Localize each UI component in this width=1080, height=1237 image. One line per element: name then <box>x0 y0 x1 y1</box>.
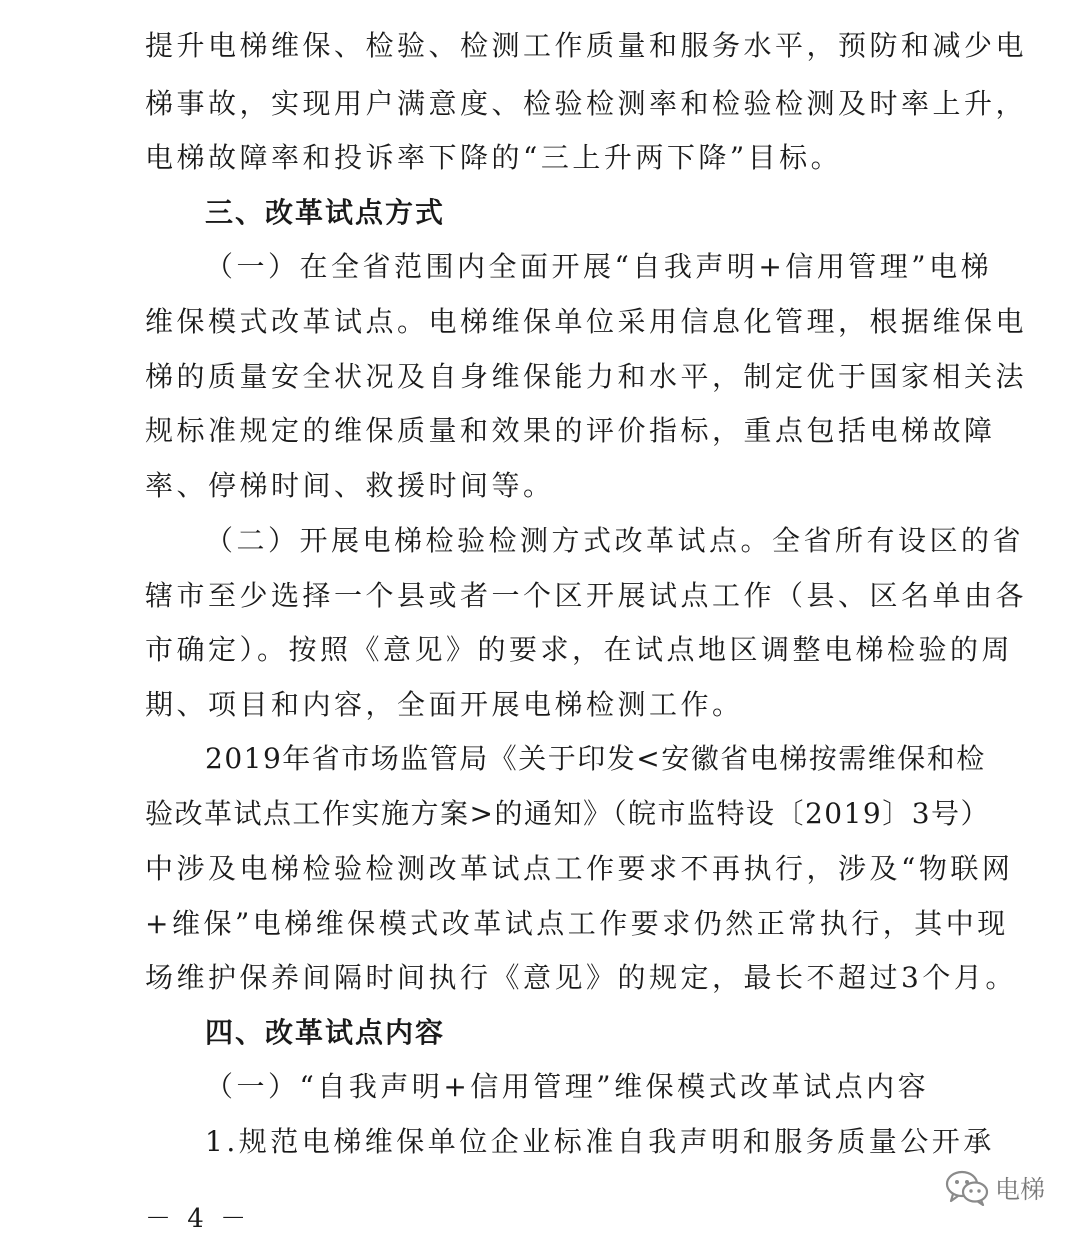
paragraph-line: 2019年省市场监管局《关于印发<安徽省电梯按需维保和检 <box>205 742 986 775</box>
wechat-icon <box>945 1170 989 1206</box>
paragraph-line: （一）“自我声明+信用管理”维保模式改革试点内容 <box>205 1070 930 1103</box>
watermark-text: 电梯 <box>995 1175 1046 1204</box>
watermark <box>945 1168 1045 1208</box>
paragraph-line: 梯事故，实现用户满意度、检验检测率和检验检测及时率上升， <box>145 87 1028 120</box>
paragraph-line: 提升电梯维保、检验、检测工作质量和服务水平，预防和减少电 <box>145 29 1028 62</box>
page-number: － 4 － <box>145 1204 251 1234</box>
paragraph-line: 规标准规定的维保质量和效果的评价指标，重点包括电梯故障 <box>145 414 996 447</box>
paragraph-line: +维保”电梯维保模式改革试点工作要求仍然正常执行，其中现 <box>145 907 1009 940</box>
paragraph-line: 维保模式改革试点。电梯维保单位采用信息化管理，根据维保电 <box>145 305 1028 338</box>
section-heading-4: 四、改革试点内容 <box>205 1016 446 1049</box>
paragraph-line: （一）在全省范围内全面开展“自我声明+信用管理”电梯 <box>205 250 993 283</box>
paragraph-line: 1.规范电梯维保单位企业标准自我声明和服务质量公开承 <box>205 1125 995 1158</box>
paragraph-line: 率、停梯时间、救援时间等。 <box>145 469 555 502</box>
paragraph-line: 市确定）。按照《意见》的要求，在试点地区调整电梯检验的周 <box>145 633 1014 666</box>
paragraph-line: （二）开展电梯检验检测方式改革试点。全省所有设区的省 <box>205 524 1025 557</box>
section-heading-3: 三、改革试点方式 <box>205 196 446 229</box>
paragraph-line: 验改革试点工作实施方案>的通知》（皖市监特设〔2019〕3号） <box>145 797 991 830</box>
paragraph-line: 场维护保养间隔时间执行《意见》的规定，最长不超过3个月。 <box>145 961 1017 994</box>
paragraph-line: 电梯故障率和投诉率下降的“三上升两下降”目标。 <box>145 141 843 174</box>
paragraph-line: 辖市至少选择一个县或者一个区开展试点工作（县、区名单由各 <box>145 579 1028 612</box>
paragraph-line: 期、项目和内容，全面开展电梯检测工作。 <box>145 688 744 721</box>
paragraph-line: 中涉及电梯检验检测改革试点工作要求不再执行，涉及“物联网 <box>145 852 1014 885</box>
paragraph-line: 梯的质量安全状况及自身维保能力和水平，制定优于国家相关法 <box>145 360 1028 393</box>
